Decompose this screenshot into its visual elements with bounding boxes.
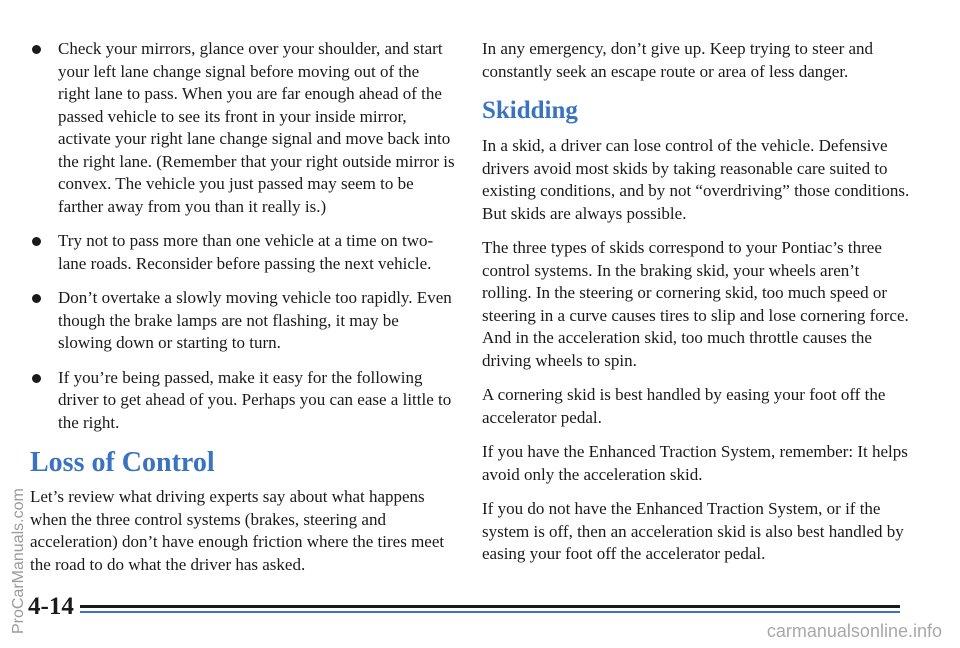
bullet-being-passed: [30, 367, 455, 435]
cornering-skid-paragraph: A cornering skid is best handled by easing your foot off the accelerator pedal.: [482, 385, 886, 427]
bullet-one-vehicle: [30, 230, 455, 275]
bullet-check-mirrors: [30, 38, 455, 218]
loss-of-control-heading: Loss of Control: [30, 447, 215, 478]
footer-rule-accent: [80, 611, 900, 613]
bottom-watermark: carmanualsonline.info: [766, 621, 942, 641]
skid-types-paragraph: The three types of skids correspond to your Pontiac’s three control systems. In the braking skid, your wheels aren’t rolling. In the steering or cornering skid, too much speed or steering in a curve causes tires to slip and lose cornering force. And in the acceleration skid, too much throttle causes the driving wheels to spin.: [482, 238, 909, 370]
left-column: [30, 38, 455, 588]
loss-of-control-paragraph: Let’s review what driving experts say about what happens when the three control systems (brakes, steering and acceleration) don’t have enough friction where the tires meet the road to do what the driver has asked.: [30, 487, 445, 574]
page-number: 4-14: [28, 593, 74, 620]
bullet-dot-icon: [32, 294, 41, 303]
bullet-dont-overtake: [30, 287, 455, 355]
bullet-text: If you’re being passed, make it easy for the following driver to get ahead of you. Perhaps you can ease a little to the right.: [58, 367, 452, 432]
footer-rule: [80, 605, 900, 608]
skidding-heading: Skidding: [482, 97, 578, 124]
bullet-dot-icon: [32, 45, 41, 54]
page-footer: [28, 595, 900, 619]
skid-paragraph: In a skid, a driver can lose control of the vehicle. Defensive drivers avoid most skids by taking reasonable care suited to existing conditions, and by not “overdriving” those conditions. But skids are always possible.: [482, 136, 910, 223]
traction-system-paragraph: If you have the Enhanced Traction System, remember: It helps avoid only the acceleration skid.: [482, 442, 908, 484]
bullet-text: Try not to pass more than one vehicle at a time on two-lane roads. Reconsider before passing the next vehicle.: [58, 231, 434, 273]
no-traction-system-paragraph: If you do not have the Enhanced Traction System, or if the system is off, then an acceleration skid is also best handled by easing your foot off the accelerator pedal.: [482, 499, 904, 563]
bullet-text: Don’t overtake a slowly moving vehicle too rapidly. Even though the brake lamps are not flashing, it may be slowing down or starting to turn.: [58, 288, 452, 352]
bullet-text: Check your mirrors, glance over your shoulder, and start your left lane change signal before moving out of the right lane to pass. When you are far enough ahead of the passed vehicle to see its front in your inside mirror, activate your right lane change signal and move back into the right lane. (Remember that your right outside mirror is convex. The vehicle you just passed may seem to be farther away from you than it really is.): [58, 39, 455, 216]
right-column: [482, 38, 912, 578]
side-watermark: ProCarManuals.com: [10, 488, 27, 634]
bullet-dot-icon: [32, 374, 41, 383]
emergency-paragraph: In any emergency, don’t give up. Keep trying to steer and constantly seek an escape route or area of less danger.: [482, 39, 874, 81]
bullet-dot-icon: [32, 237, 41, 246]
